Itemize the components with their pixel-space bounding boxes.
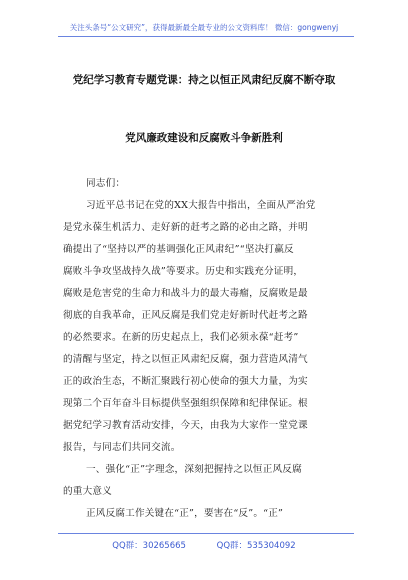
footer-qq-group-1: QQ群：30265665 bbox=[112, 541, 186, 551]
section-heading-line-2: 的重大意义 bbox=[63, 486, 112, 497]
paragraph-line: 确提出了“坚持以严的基调强化正风肃纪”“坚决打赢反 bbox=[63, 244, 294, 255]
paragraph-line: 据党纪学习教育活动安排，今天，由我为大家作一堂党课 bbox=[63, 420, 308, 431]
paragraph-line: 的必然要求。在新的历史起点上，我们必须永葆“赶考” bbox=[63, 332, 299, 343]
paragraph-line: 的清醒与坚定，持之以恒正风肃纪反腐，强力营造风清气 bbox=[63, 354, 308, 365]
header-banner: 关注头条号“公文研究”，获得最新最全最专业的公文资料库！ 微信：gongwenyj bbox=[69, 23, 339, 32]
paragraph-line: 腐败斗争攻坚战持久战”等要求。历史和实践充分证明， bbox=[63, 266, 304, 277]
paragraph-line: 腐败是危害党的生命力和战斗力的最大毒瘤，反腐败是最 bbox=[63, 288, 308, 299]
salutation: 同志们： bbox=[86, 178, 126, 189]
paragraph-line: 彻底的自我革命，正风反腐是我们党走好新时代赶考之路 bbox=[63, 310, 308, 321]
header-divider bbox=[58, 36, 354, 37]
document-title-line-1: 党纪学习教育专题党课：持之以恒正风肃纪反腐不断夺取 bbox=[72, 74, 336, 86]
paragraph-line: 是党永葆生机活力、走好新的赶考之路的必由之路，并明 bbox=[63, 222, 308, 233]
document-title-line-2: 党风廉政建设和反腐败斗争新胜利 bbox=[125, 132, 283, 144]
footer-qq-group-2: QQ群：535304092 bbox=[216, 541, 296, 551]
paragraph-line: 习近平总书记在党的XX大报告中指出，全面从严治党 bbox=[86, 200, 316, 211]
paragraph-line: 报告，与同志们共同交流。 bbox=[63, 442, 181, 453]
paragraph-line: 正的政治生态，不断汇聚践行初心使命的强大力量，为实 bbox=[63, 376, 308, 387]
footer bbox=[0, 539, 408, 551]
paragraph-line: 现第二个百年奋斗目标提供坚强组织保障和纪律保证。根 bbox=[63, 398, 308, 409]
section-heading-line-1: 一、强化“正”字理念，深刻把握持之以恒正风反腐 bbox=[86, 464, 302, 475]
footer-divider bbox=[58, 533, 354, 534]
paragraph-line: 正风反腐工作关键在“正”，要害在“反”。“正” bbox=[86, 508, 284, 519]
